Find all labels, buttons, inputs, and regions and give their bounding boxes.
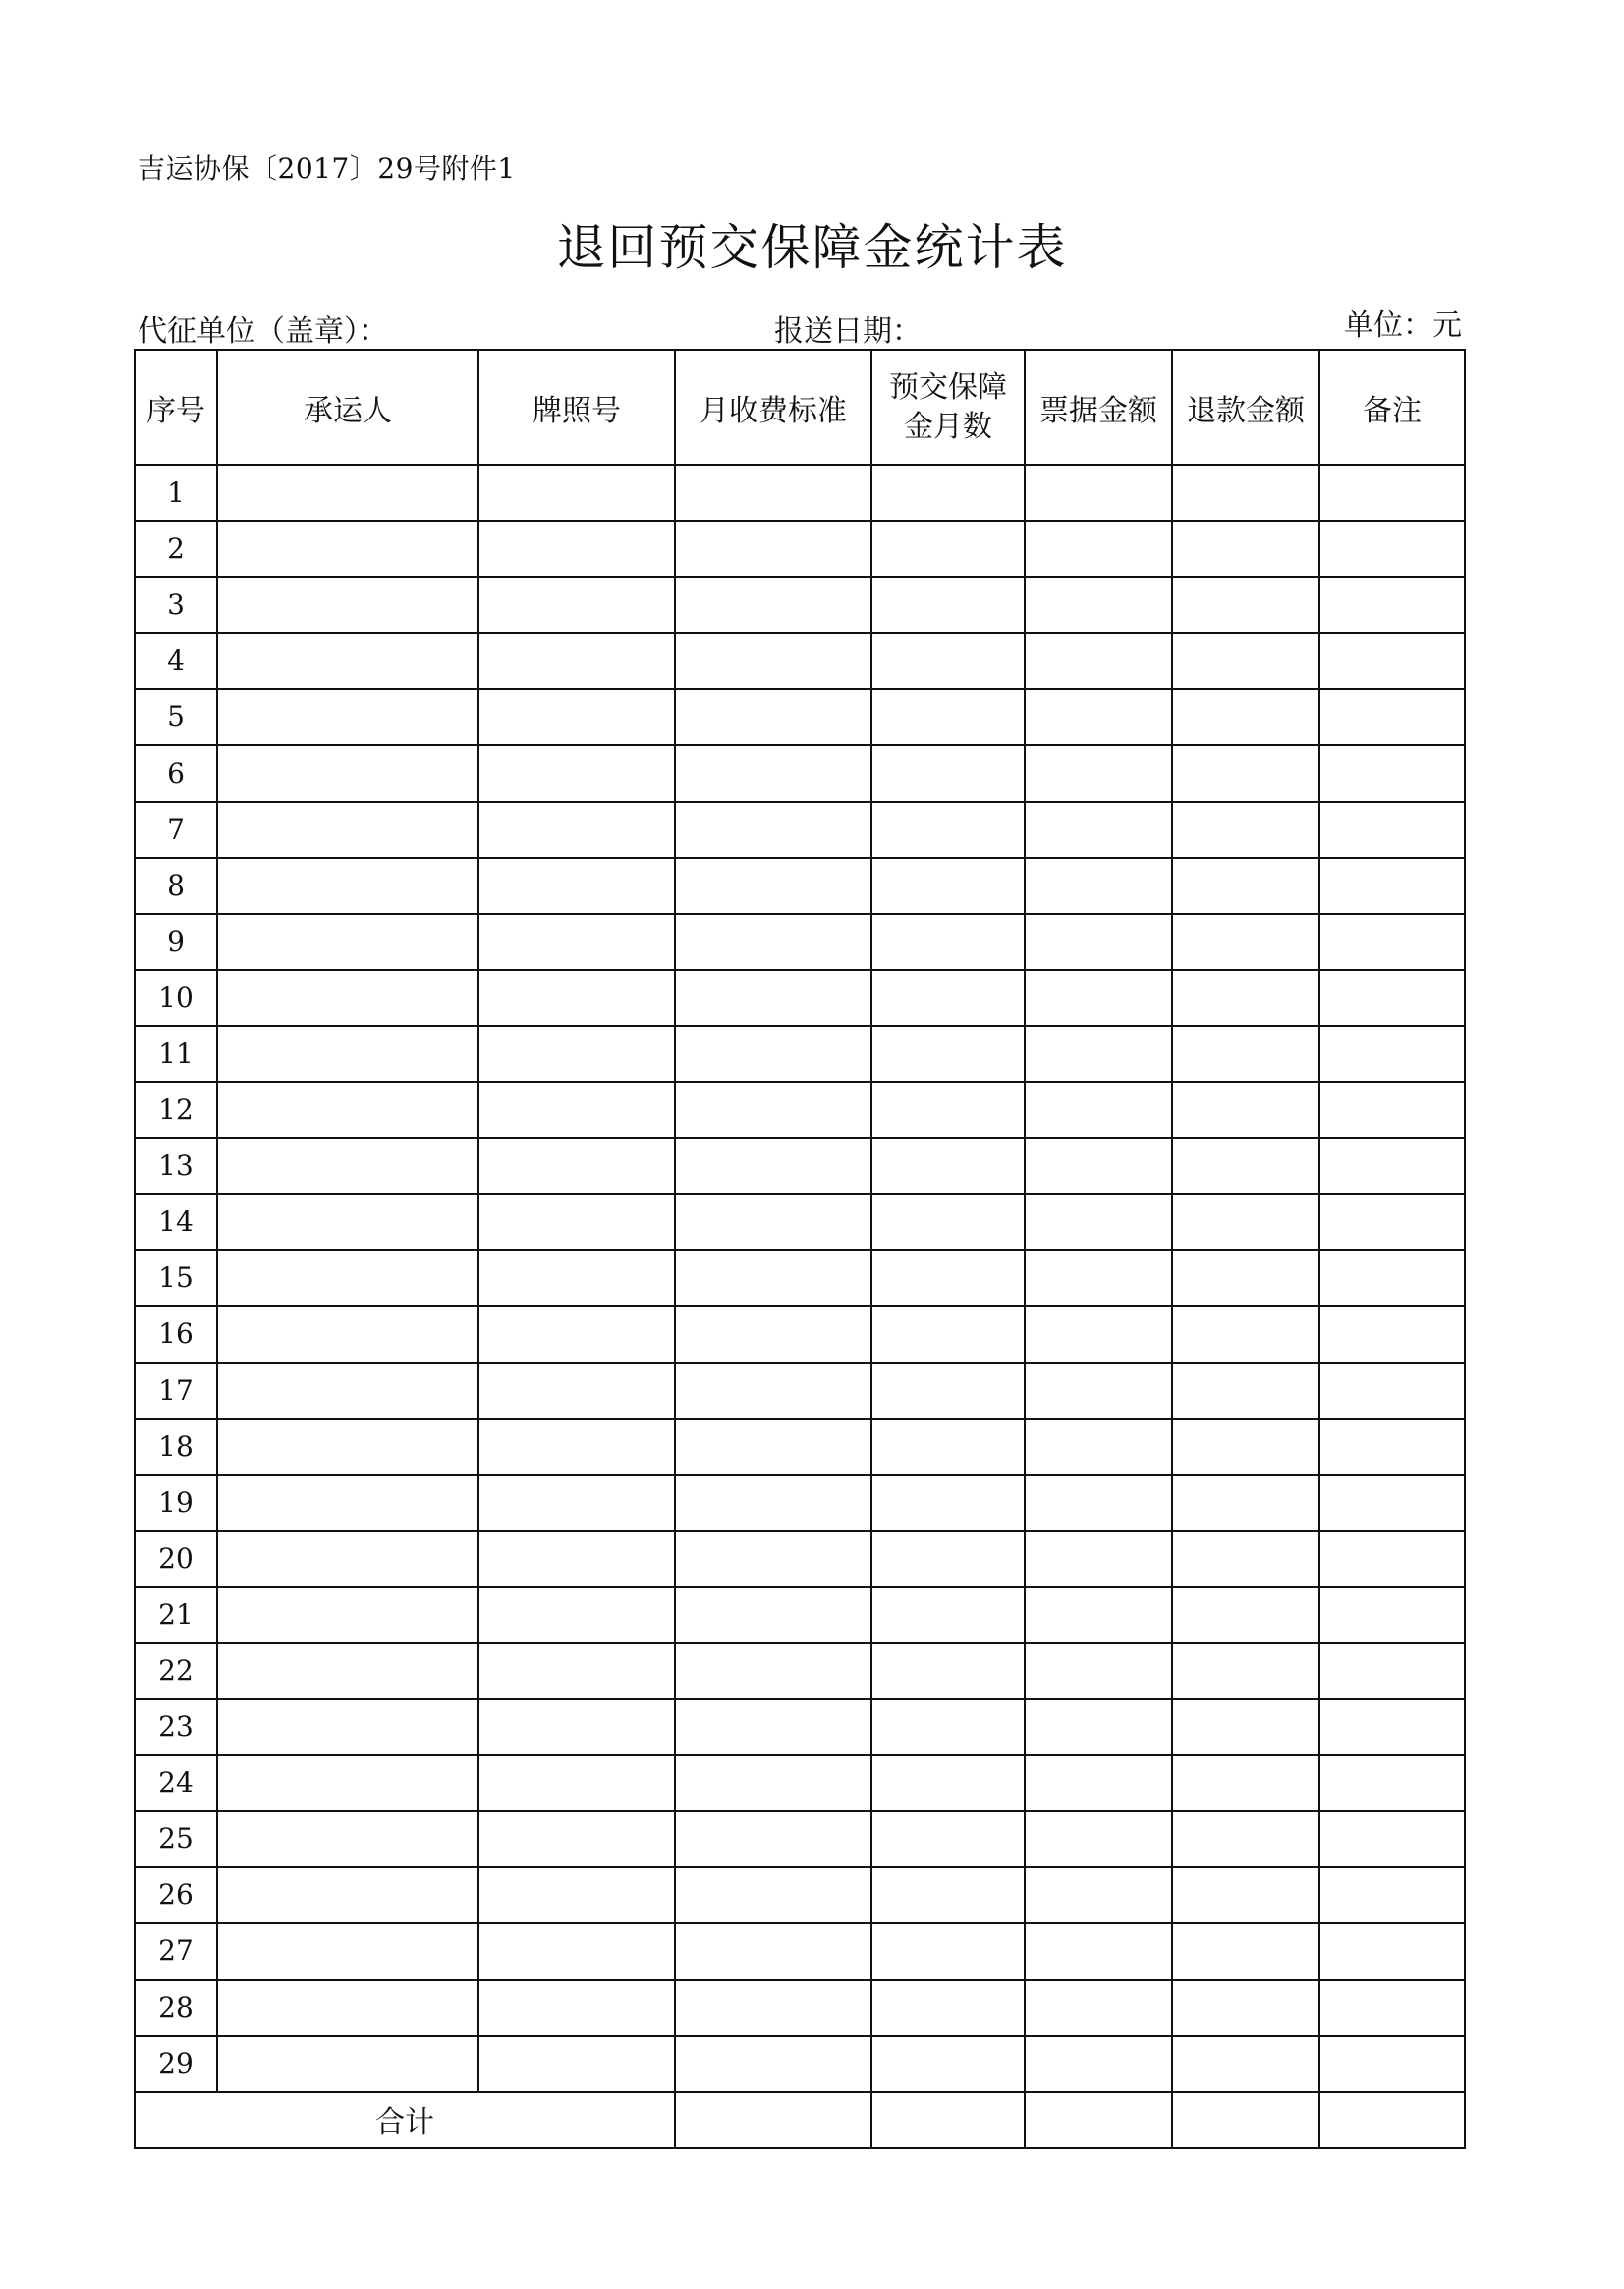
- plate-cell[interactable]: [478, 689, 675, 745]
- receipt-amount-cell[interactable]: [1025, 633, 1172, 689]
- monthly-fee-cell[interactable]: [675, 1194, 871, 1250]
- remarks-cell[interactable]: [1319, 1923, 1465, 1979]
- prepaid-months-cell[interactable]: [871, 1980, 1025, 2036]
- remarks-cell[interactable]: [1319, 521, 1465, 577]
- row-seq-number: 27: [135, 1923, 217, 1979]
- carrier-cell[interactable]: [217, 1923, 478, 1979]
- document-title: 退回预交保障金统计表: [556, 219, 1068, 276]
- plate-cell[interactable]: [478, 1531, 675, 1587]
- remarks-cell[interactable]: [1319, 1643, 1465, 1699]
- remarks-cell[interactable]: [1319, 1531, 1465, 1587]
- plate-cell[interactable]: [478, 1643, 675, 1699]
- remarks-cell[interactable]: [1319, 1138, 1465, 1194]
- monthly-fee-cell[interactable]: [675, 1867, 871, 1923]
- row-seq-number: 6: [135, 745, 217, 801]
- monthly-fee-cell[interactable]: [675, 689, 871, 745]
- receipt-amount-cell[interactable]: [1025, 858, 1172, 914]
- carrier-cell[interactable]: [217, 1475, 478, 1531]
- refund-amount-cell[interactable]: [1172, 1980, 1319, 2036]
- refund-amount-cell[interactable]: [1172, 1475, 1319, 1531]
- refund-amount-cell[interactable]: [1172, 1699, 1319, 1755]
- receipt-amount-cell[interactable]: [1025, 689, 1172, 745]
- receipt-amount-cell[interactable]: [1025, 1755, 1172, 1811]
- remarks-cell[interactable]: [1319, 633, 1465, 689]
- row-seq-number: 9: [135, 914, 217, 970]
- prepaid-months-cell[interactable]: [871, 802, 1025, 858]
- prepaid-months-cell[interactable]: [871, 1923, 1025, 1979]
- receipt-amount-cell[interactable]: [1025, 465, 1172, 521]
- receipt-amount-cell[interactable]: [1025, 521, 1172, 577]
- remarks-cell[interactable]: [1319, 1587, 1465, 1643]
- carrier-cell[interactable]: [217, 689, 478, 745]
- row-seq-number: 1: [135, 465, 217, 521]
- table-row: [135, 577, 1465, 633]
- carrier-cell[interactable]: [217, 1531, 478, 1587]
- carrier-cell[interactable]: [217, 1250, 478, 1306]
- plate-cell[interactable]: [478, 1980, 675, 2036]
- prepaid-months-cell[interactable]: [871, 914, 1025, 970]
- plate-cell[interactable]: [478, 1194, 675, 1250]
- table-row: [135, 802, 1465, 858]
- prepaid-months-cell[interactable]: [871, 1531, 1025, 1587]
- row-seq-number: 10: [135, 970, 217, 1026]
- refund-amount-cell[interactable]: [1172, 1923, 1319, 1979]
- refund-amount-cell[interactable]: [1172, 1531, 1319, 1587]
- remarks-cell[interactable]: [1319, 970, 1465, 1026]
- prepaid-months-cell[interactable]: [871, 1363, 1025, 1419]
- receipt-amount-cell[interactable]: [1025, 802, 1172, 858]
- monthly-fee-cell[interactable]: [675, 2036, 871, 2092]
- row-seq-number: 5: [135, 689, 217, 745]
- remarks-cell[interactable]: [1319, 1475, 1465, 1531]
- plate-cell[interactable]: [478, 1867, 675, 1923]
- table-row: [135, 1811, 1465, 1867]
- carrier-cell[interactable]: [217, 1643, 478, 1699]
- monthly-fee-cell[interactable]: [675, 802, 871, 858]
- meta-row: [138, 307, 1462, 349]
- receipt-amount-cell[interactable]: [1025, 1138, 1172, 1194]
- refund-amount-cell[interactable]: [1172, 633, 1319, 689]
- plate-cell[interactable]: [478, 1587, 675, 1643]
- carrier-cell[interactable]: [217, 1194, 478, 1250]
- prepaid-months-cell[interactable]: [871, 1194, 1025, 1250]
- refund-amount-cell[interactable]: [1172, 2036, 1319, 2092]
- prepaid-months-cell[interactable]: [871, 1867, 1025, 1923]
- receipt-amount-cell[interactable]: [1025, 1363, 1172, 1419]
- carrier-cell[interactable]: [217, 1587, 478, 1643]
- refund-amount-cell[interactable]: [1172, 1419, 1319, 1475]
- row-seq-number: 17: [135, 1363, 217, 1419]
- remarks-cell[interactable]: [1319, 1250, 1465, 1306]
- receipt-amount-cell[interactable]: [1025, 1980, 1172, 2036]
- prepaid-months-cell[interactable]: [871, 1419, 1025, 1475]
- refund-amount-cell[interactable]: [1172, 689, 1319, 745]
- header-remarks: 备注: [1319, 350, 1465, 465]
- monthly-fee-cell[interactable]: [675, 970, 871, 1026]
- prepaid-months-cell[interactable]: [871, 577, 1025, 633]
- remarks-cell[interactable]: [1319, 802, 1465, 858]
- table-row: [135, 1194, 1465, 1250]
- table-row: [135, 914, 1465, 970]
- total-cell[interactable]: [675, 2092, 871, 2148]
- refund-amount-cell[interactable]: [1172, 1026, 1319, 1082]
- table-row: [135, 1026, 1465, 1082]
- row-seq-number: 24: [135, 1755, 217, 1811]
- remarks-cell[interactable]: [1319, 2036, 1465, 2092]
- monthly-fee-cell[interactable]: [675, 633, 871, 689]
- carrier-cell[interactable]: [217, 577, 478, 633]
- row-seq-number: 29: [135, 2036, 217, 2092]
- prepaid-months-cell[interactable]: [871, 633, 1025, 689]
- monthly-fee-cell[interactable]: [675, 1306, 871, 1362]
- remarks-cell[interactable]: [1319, 1811, 1465, 1867]
- remarks-cell[interactable]: [1319, 1306, 1465, 1362]
- receipt-amount-cell[interactable]: [1025, 2036, 1172, 2092]
- carrier-cell[interactable]: [217, 1363, 478, 1419]
- refund-amount-cell[interactable]: [1172, 1811, 1319, 1867]
- row-seq-number: 11: [135, 1026, 217, 1082]
- refund-amount-cell[interactable]: [1172, 858, 1319, 914]
- table-header-row: [135, 350, 1465, 465]
- receipt-amount-cell[interactable]: [1025, 1306, 1172, 1362]
- row-seq-number: 3: [135, 577, 217, 633]
- refund-amount-cell[interactable]: [1172, 1250, 1319, 1306]
- refund-amount-cell[interactable]: [1172, 802, 1319, 858]
- carrier-cell[interactable]: [217, 914, 478, 970]
- total-cell[interactable]: [1319, 2092, 1465, 2148]
- table-row: [135, 970, 1465, 1026]
- plate-cell[interactable]: [478, 465, 675, 521]
- row-seq-number: 25: [135, 1811, 217, 1867]
- plate-cell[interactable]: [478, 745, 675, 801]
- table-row: [135, 689, 1465, 745]
- refund-amount-cell[interactable]: [1172, 1587, 1319, 1643]
- table-row: [135, 521, 1465, 577]
- plate-cell[interactable]: [478, 1026, 675, 1082]
- refund-amount-cell[interactable]: [1172, 1194, 1319, 1250]
- carrier-cell[interactable]: [217, 802, 478, 858]
- carrier-cell[interactable]: [217, 1026, 478, 1082]
- header-refund-amount: 退款金额: [1172, 350, 1319, 465]
- plate-cell[interactable]: [478, 1475, 675, 1531]
- row-seq-number: 15: [135, 1250, 217, 1306]
- plate-cell[interactable]: [478, 633, 675, 689]
- header-monthly-fee: 月收费标准: [675, 350, 871, 465]
- table-body: [135, 465, 1465, 2092]
- carrier-cell[interactable]: [217, 1980, 478, 2036]
- table-row: [135, 745, 1465, 801]
- carrier-cell[interactable]: [217, 1306, 478, 1362]
- row-seq-number: 20: [135, 1531, 217, 1587]
- row-seq-number: 18: [135, 1419, 217, 1475]
- receipt-amount-cell[interactable]: [1025, 1194, 1172, 1250]
- prepaid-months-cell[interactable]: [871, 1138, 1025, 1194]
- carrier-cell[interactable]: [217, 1811, 478, 1867]
- refund-amount-cell[interactable]: [1172, 914, 1319, 970]
- table-row: [135, 1138, 1465, 1194]
- monthly-fee-cell[interactable]: [675, 745, 871, 801]
- receipt-amount-cell[interactable]: [1025, 1587, 1172, 1643]
- refund-amount-cell[interactable]: [1172, 1643, 1319, 1699]
- plate-cell[interactable]: [478, 802, 675, 858]
- remarks-cell[interactable]: [1319, 689, 1465, 745]
- table-row: [135, 1923, 1465, 1979]
- remarks-cell[interactable]: [1319, 1755, 1465, 1811]
- plate-cell[interactable]: [478, 1250, 675, 1306]
- refund-amount-cell[interactable]: [1172, 465, 1319, 521]
- row-seq-number: 13: [135, 1138, 217, 1194]
- row-seq-number: 19: [135, 1475, 217, 1531]
- monthly-fee-cell[interactable]: [675, 1980, 871, 2036]
- row-seq-number: 28: [135, 1980, 217, 2036]
- receipt-amount-cell[interactable]: [1025, 1026, 1172, 1082]
- carrier-cell[interactable]: [217, 465, 478, 521]
- carrier-cell[interactable]: [217, 1699, 478, 1755]
- prepaid-months-cell[interactable]: [871, 521, 1025, 577]
- row-seq-number: 2: [135, 521, 217, 577]
- remarks-cell[interactable]: [1319, 1026, 1465, 1082]
- receipt-amount-cell[interactable]: [1025, 1867, 1172, 1923]
- prepaid-months-cell[interactable]: [871, 858, 1025, 914]
- receipt-amount-cell[interactable]: [1025, 914, 1172, 970]
- plate-cell[interactable]: [478, 1699, 675, 1755]
- table-row: [135, 633, 1465, 689]
- prepaid-months-cell[interactable]: [871, 689, 1025, 745]
- row-seq-number: 12: [135, 1082, 217, 1138]
- carrier-cell[interactable]: [217, 633, 478, 689]
- table-row: [135, 1419, 1465, 1475]
- table-row: [135, 1363, 1465, 1419]
- receipt-amount-cell[interactable]: [1025, 1475, 1172, 1531]
- prepaid-months-cell[interactable]: [871, 1755, 1025, 1811]
- monthly-fee-cell[interactable]: [675, 1082, 871, 1138]
- carrier-cell[interactable]: [217, 970, 478, 1026]
- receipt-amount-cell[interactable]: [1025, 577, 1172, 633]
- table-row: [135, 1475, 1465, 1531]
- refund-amount-cell[interactable]: [1172, 577, 1319, 633]
- monthly-fee-cell[interactable]: [675, 1755, 871, 1811]
- monthly-fee-cell[interactable]: [675, 465, 871, 521]
- receipt-amount-cell[interactable]: [1025, 1082, 1172, 1138]
- table-row: [135, 1306, 1465, 1362]
- remarks-cell[interactable]: [1319, 858, 1465, 914]
- refund-amount-cell[interactable]: [1172, 1755, 1319, 1811]
- prepaid-months-cell[interactable]: [871, 745, 1025, 801]
- monthly-fee-cell[interactable]: [675, 1419, 871, 1475]
- carrier-cell[interactable]: [217, 1419, 478, 1475]
- monthly-fee-cell[interactable]: [675, 1811, 871, 1867]
- plate-cell[interactable]: [478, 914, 675, 970]
- monthly-fee-cell[interactable]: [675, 1587, 871, 1643]
- prepaid-months-cell[interactable]: [871, 1306, 1025, 1362]
- monthly-fee-cell[interactable]: [675, 1699, 871, 1755]
- plate-cell[interactable]: [478, 1082, 675, 1138]
- monthly-fee-cell[interactable]: [675, 521, 871, 577]
- plate-cell[interactable]: [478, 1419, 675, 1475]
- table-row: [135, 1699, 1465, 1755]
- agent-unit-label: 代征单位（盖章）：: [138, 314, 388, 349]
- receipt-amount-cell[interactable]: [1025, 970, 1172, 1026]
- total-label: 合计: [135, 2092, 675, 2148]
- monthly-fee-cell[interactable]: [675, 1923, 871, 1979]
- remarks-cell[interactable]: [1319, 1867, 1465, 1923]
- header-receipt-amount: 票据金额: [1025, 350, 1172, 465]
- plate-cell[interactable]: [478, 1923, 675, 1979]
- carrier-cell[interactable]: [217, 1755, 478, 1811]
- refund-amount-cell[interactable]: [1172, 1363, 1319, 1419]
- receipt-amount-cell[interactable]: [1025, 1250, 1172, 1306]
- remarks-cell[interactable]: [1319, 1363, 1465, 1419]
- remarks-cell[interactable]: [1319, 1082, 1465, 1138]
- table-row: [135, 1250, 1465, 1306]
- receipt-amount-cell[interactable]: [1025, 1811, 1172, 1867]
- carrier-cell[interactable]: [217, 521, 478, 577]
- remarks-cell[interactable]: [1319, 1699, 1465, 1755]
- receipt-amount-cell[interactable]: [1025, 745, 1172, 801]
- prepaid-months-cell[interactable]: [871, 1811, 1025, 1867]
- plate-cell[interactable]: [478, 2036, 675, 2092]
- prepaid-months-cell[interactable]: [871, 465, 1025, 521]
- monthly-fee-cell[interactable]: [675, 1643, 871, 1699]
- prepaid-months-cell[interactable]: [871, 1250, 1025, 1306]
- header-seq: 序号: [135, 350, 217, 465]
- plate-cell[interactable]: [478, 1306, 675, 1362]
- prepaid-months-cell[interactable]: [871, 1587, 1025, 1643]
- monthly-fee-cell[interactable]: [675, 1138, 871, 1194]
- refund-amount-cell[interactable]: [1172, 1138, 1319, 1194]
- total-cell[interactable]: [871, 2092, 1025, 2148]
- prepaid-months-cell[interactable]: [871, 1699, 1025, 1755]
- table-row: [135, 465, 1465, 521]
- receipt-amount-cell[interactable]: [1025, 1699, 1172, 1755]
- prepaid-months-cell[interactable]: [871, 1026, 1025, 1082]
- receipt-amount-cell[interactable]: [1025, 1531, 1172, 1587]
- plate-cell[interactable]: [478, 1363, 675, 1419]
- refund-amount-cell[interactable]: [1172, 521, 1319, 577]
- plate-cell[interactable]: [478, 1138, 675, 1194]
- carrier-cell[interactable]: [217, 1867, 478, 1923]
- monthly-fee-cell[interactable]: [675, 914, 871, 970]
- table-row: [135, 1980, 1465, 2036]
- table-row: [135, 1643, 1465, 1699]
- total-cell[interactable]: [1172, 2092, 1319, 2148]
- carrier-cell[interactable]: [217, 745, 478, 801]
- header-prepaid-months: 预交保障 金月数: [871, 350, 1025, 465]
- prepaid-months-cell[interactable]: [871, 2036, 1025, 2092]
- report-date-label: 报送日期：: [774, 314, 922, 349]
- total-cell[interactable]: [1025, 2092, 1172, 2148]
- row-seq-number: 7: [135, 802, 217, 858]
- prepaid-months-cell[interactable]: [871, 1643, 1025, 1699]
- remarks-cell[interactable]: [1319, 914, 1465, 970]
- monthly-fee-cell[interactable]: [675, 1250, 871, 1306]
- receipt-amount-cell[interactable]: [1025, 1923, 1172, 1979]
- row-seq-number: 4: [135, 633, 217, 689]
- remarks-cell[interactable]: [1319, 1194, 1465, 1250]
- document-number: 吉运协保〔2017〕29号附件1: [138, 152, 516, 185]
- monthly-fee-cell[interactable]: [675, 1363, 871, 1419]
- monthly-fee-cell[interactable]: [675, 858, 871, 914]
- refund-amount-cell[interactable]: [1172, 1867, 1319, 1923]
- refund-amount-cell[interactable]: [1172, 970, 1319, 1026]
- carrier-cell[interactable]: [217, 2036, 478, 2092]
- prepaid-months-cell[interactable]: [871, 970, 1025, 1026]
- monthly-fee-cell[interactable]: [675, 577, 871, 633]
- prepaid-months-cell[interactable]: [871, 1475, 1025, 1531]
- receipt-amount-cell[interactable]: [1025, 1419, 1172, 1475]
- header-plate: 牌照号: [478, 350, 675, 465]
- plate-cell[interactable]: [478, 1811, 675, 1867]
- refund-statistics-table: [134, 349, 1466, 2149]
- plate-cell[interactable]: [478, 858, 675, 914]
- refund-amount-cell[interactable]: [1172, 745, 1319, 801]
- monthly-fee-cell[interactable]: [675, 1475, 871, 1531]
- table-row: [135, 1867, 1465, 1923]
- remarks-cell[interactable]: [1319, 1980, 1465, 2036]
- refund-amount-cell[interactable]: [1172, 1306, 1319, 1362]
- plate-cell[interactable]: [478, 521, 675, 577]
- row-seq-number: 23: [135, 1699, 217, 1755]
- header-carrier: 承运人: [217, 350, 478, 465]
- row-seq-number: 8: [135, 858, 217, 914]
- monthly-fee-cell[interactable]: [675, 1026, 871, 1082]
- table-row: [135, 1531, 1465, 1587]
- row-seq-number: 14: [135, 1194, 217, 1250]
- plate-cell[interactable]: [478, 970, 675, 1026]
- table-row: [135, 1587, 1465, 1643]
- carrier-cell[interactable]: [217, 858, 478, 914]
- plate-cell[interactable]: [478, 1755, 675, 1811]
- refund-amount-cell[interactable]: [1172, 1082, 1319, 1138]
- monthly-fee-cell[interactable]: [675, 1531, 871, 1587]
- remarks-cell[interactable]: [1319, 1419, 1465, 1475]
- currency-unit-label: 单位：元: [1344, 308, 1462, 343]
- total-row: [135, 2092, 1465, 2148]
- plate-cell[interactable]: [478, 577, 675, 633]
- carrier-cell[interactable]: [217, 1082, 478, 1138]
- row-seq-number: 22: [135, 1643, 217, 1699]
- row-seq-number: 21: [135, 1587, 217, 1643]
- table-row: [135, 858, 1465, 914]
- table-row: [135, 2036, 1465, 2092]
- receipt-amount-cell[interactable]: [1025, 1643, 1172, 1699]
- row-seq-number: 16: [135, 1306, 217, 1362]
- carrier-cell[interactable]: [217, 1138, 478, 1194]
- prepaid-months-cell[interactable]: [871, 1082, 1025, 1138]
- row-seq-number: 26: [135, 1867, 217, 1923]
- table-row: [135, 1082, 1465, 1138]
- remarks-cell[interactable]: [1319, 465, 1465, 521]
- remarks-cell[interactable]: [1319, 745, 1465, 801]
- table-row: [135, 1755, 1465, 1811]
- remarks-cell[interactable]: [1319, 577, 1465, 633]
